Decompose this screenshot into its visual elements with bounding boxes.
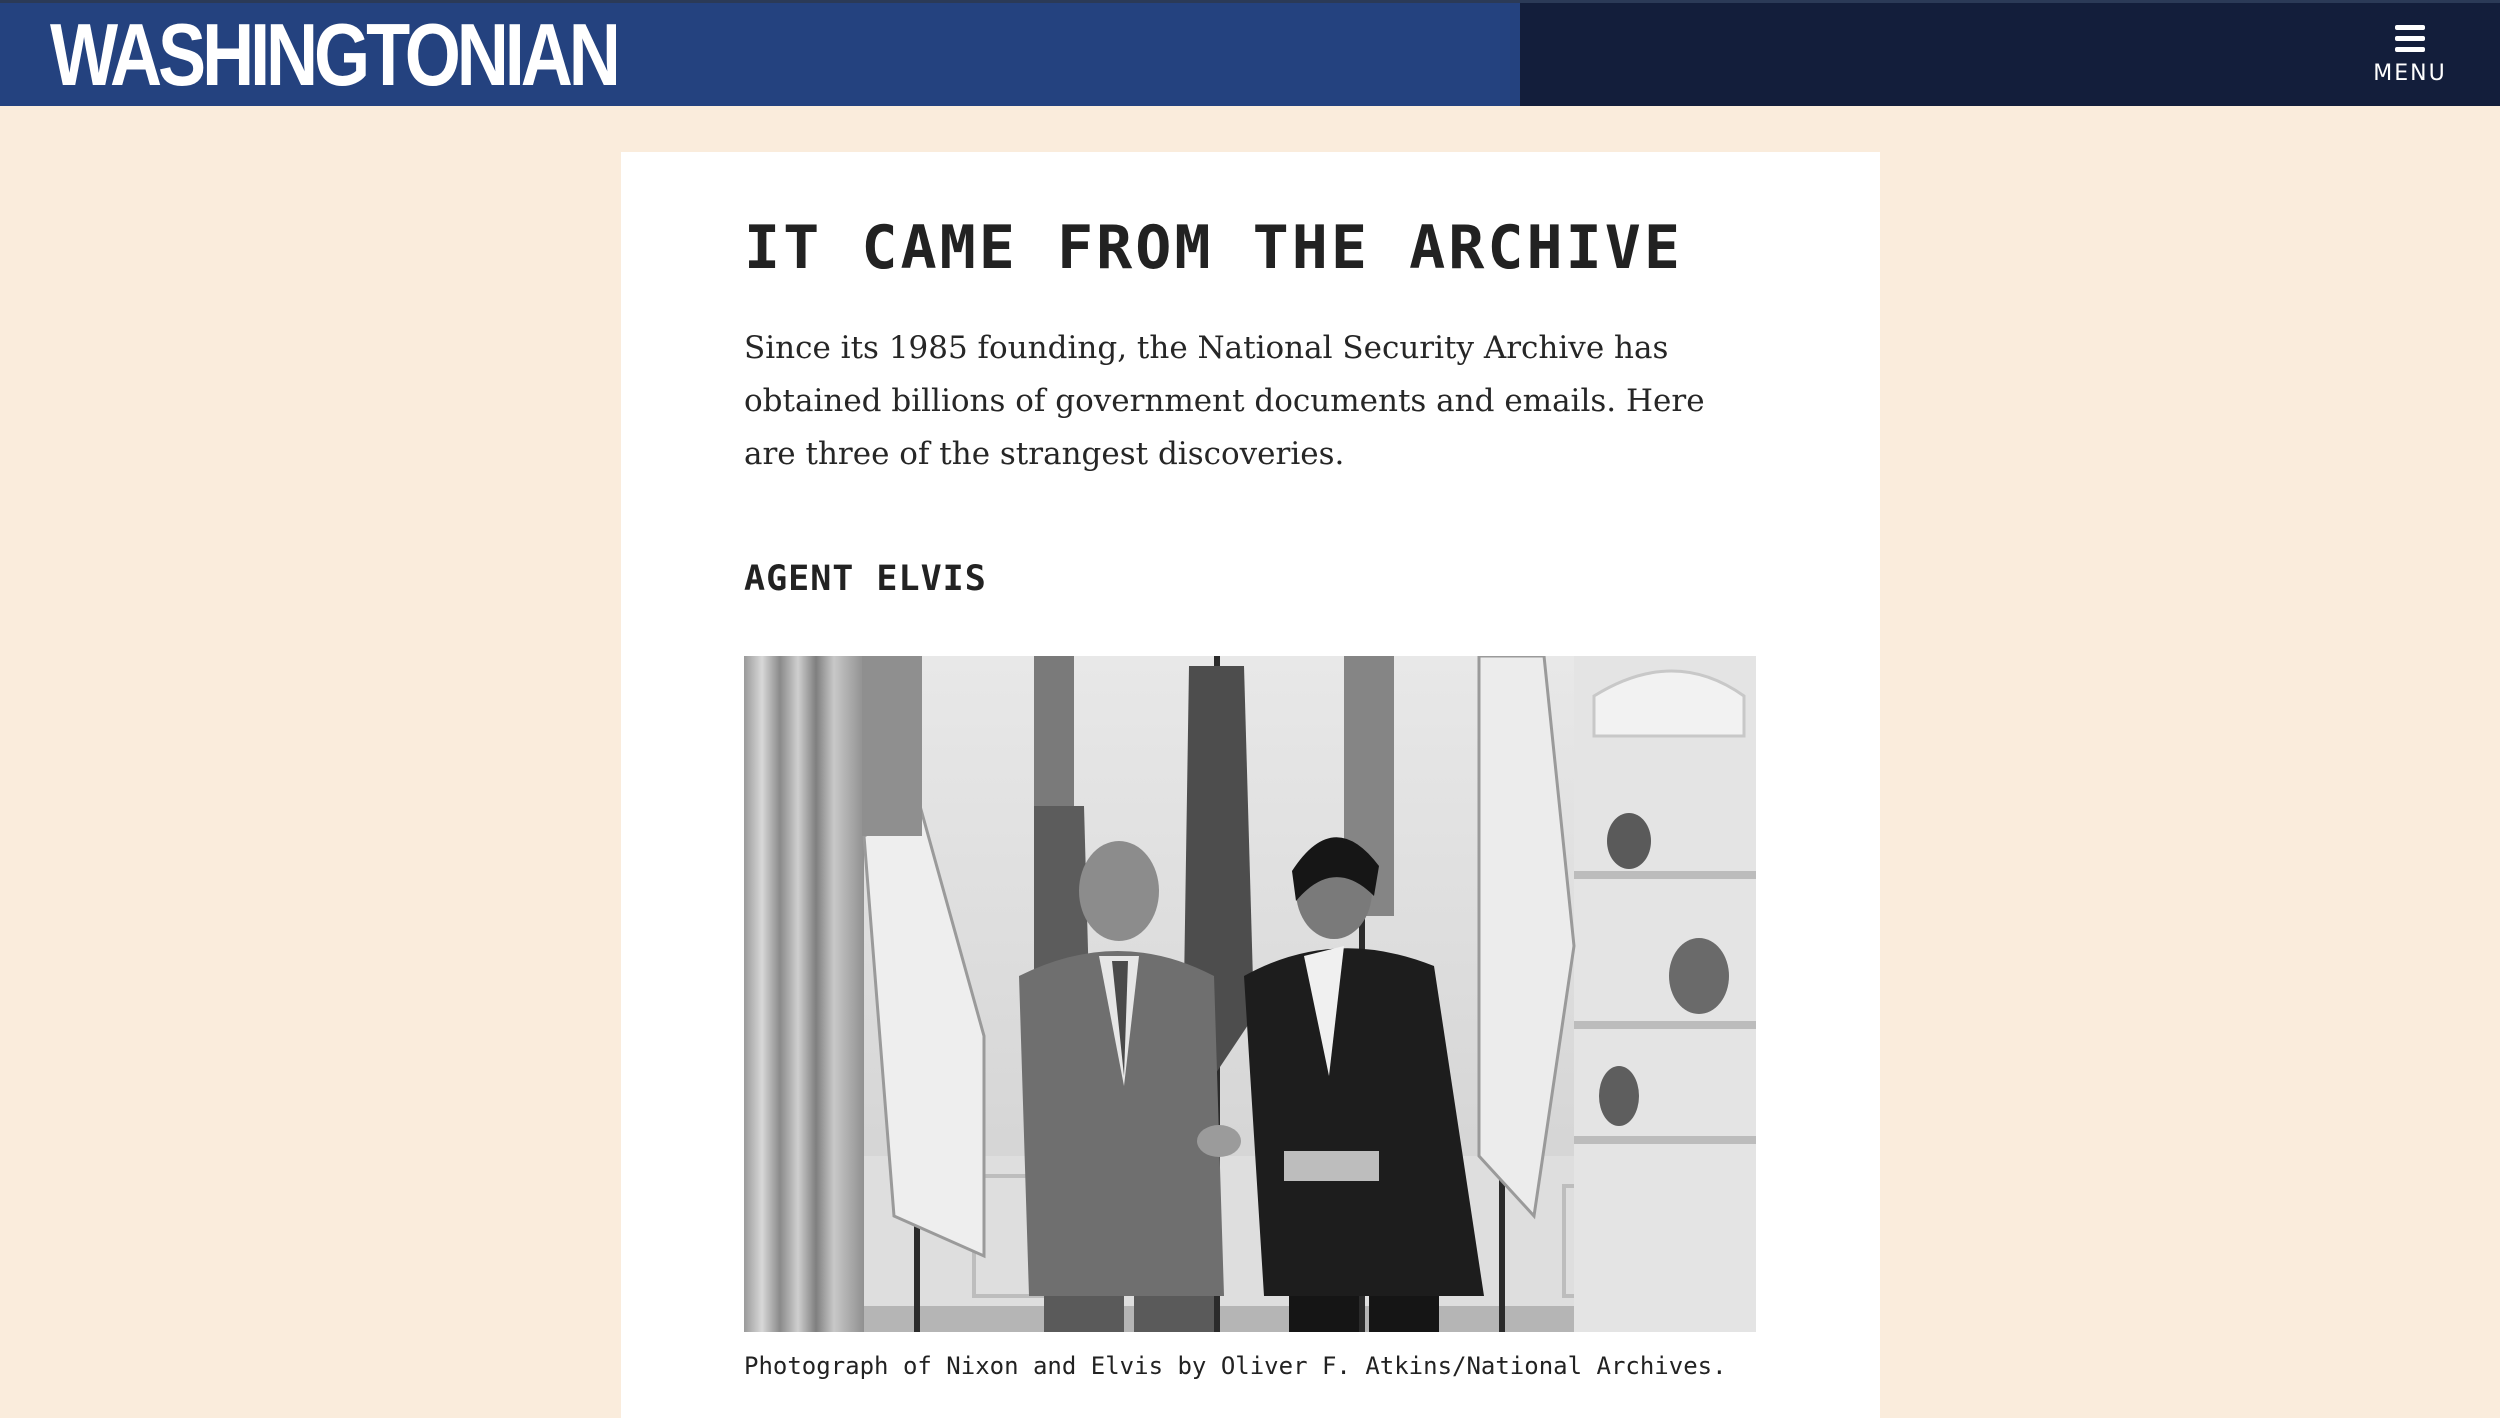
article-title: IT CAME FROM THE ARCHIVE	[744, 213, 1683, 283]
menu-button[interactable]	[2360, 21, 2460, 95]
hamburger-menu-icon	[2395, 25, 2425, 53]
site-header	[0, 0, 2500, 106]
photo-caption: Photograph of Nixon and Elvis by Oliver F. Atkins/National Archives.	[744, 1352, 1727, 1380]
menu-label: MENU	[2373, 61, 2447, 86]
section-heading-agent-elvis: AGENT ELVIS	[744, 559, 987, 599]
header-dark-panel	[1520, 3, 2500, 106]
article-intro: Since its 1985 founding, the National Security Archive has obtained billions of government documents and emails. Here are three of the strangest discoveries.	[744, 330, 1705, 472]
nixon-elvis-photo	[744, 656, 1756, 1332]
site-logo[interactable]: WASHINGTONIAN	[50, 5, 617, 104]
article-card	[621, 152, 1880, 1418]
